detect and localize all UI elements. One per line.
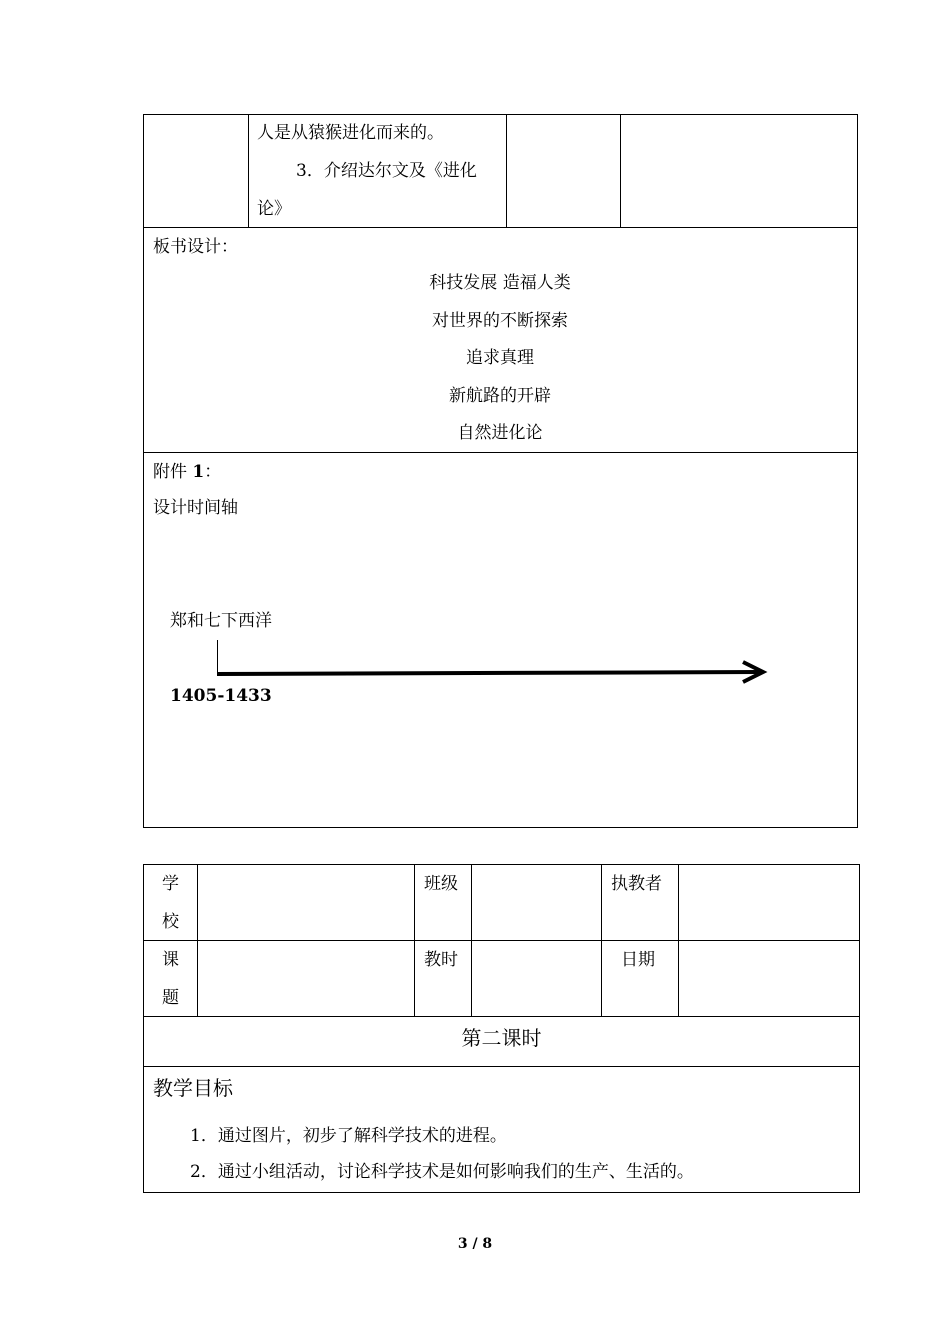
teacher-label: 执教者 bbox=[611, 874, 662, 894]
board-design-label: 板书设计： bbox=[153, 237, 238, 257]
board-line: 对世界的不断探索 bbox=[432, 311, 568, 331]
process-text-line: 人是从猿猴进化而来的。 bbox=[257, 123, 444, 143]
school-label: 校 bbox=[162, 912, 179, 932]
goal-item: 1．通过图片，初步了解科学技术的进程。 bbox=[190, 1126, 507, 1146]
topic-label: 题 bbox=[162, 988, 179, 1008]
timeline-event-label: 郑和七下西洋 bbox=[170, 611, 272, 631]
board-line: 追求真理 bbox=[466, 348, 534, 368]
goal-item: 2．通过小组活动，讨论科学技术是如何影响我们的生产、生活的。 bbox=[190, 1162, 694, 1182]
period-label: 教时 bbox=[424, 950, 458, 970]
attachment-label-prefix: 附件 bbox=[153, 462, 193, 482]
lesson-title: 第二课时 bbox=[461, 1026, 542, 1050]
timeline-arrow bbox=[215, 658, 775, 688]
goals-heading: 教学目标 bbox=[153, 1076, 233, 1100]
timeline-years: 1405-1433 bbox=[170, 686, 272, 706]
process-text-line: 3．介绍达尔文及《进化 bbox=[296, 161, 477, 181]
school-label: 学 bbox=[162, 874, 179, 894]
topic-label: 课 bbox=[162, 950, 179, 970]
attachment-number: 1 bbox=[192, 462, 205, 482]
board-line: 自然进化论 bbox=[457, 423, 543, 443]
board-line: 新航路的开辟 bbox=[449, 386, 551, 406]
attachment-label-colon: ： bbox=[204, 462, 222, 482]
date-label: 日期 bbox=[621, 950, 655, 970]
board-line: 科技发展 造福人类 bbox=[429, 273, 571, 293]
page-number: 3 / 8 bbox=[457, 1236, 493, 1252]
attachment-subtitle: 设计时间轴 bbox=[153, 498, 238, 518]
attachment-label bbox=[153, 462, 221, 482]
class-label: 班级 bbox=[424, 874, 458, 894]
process-text-line: 论》 bbox=[257, 199, 291, 219]
